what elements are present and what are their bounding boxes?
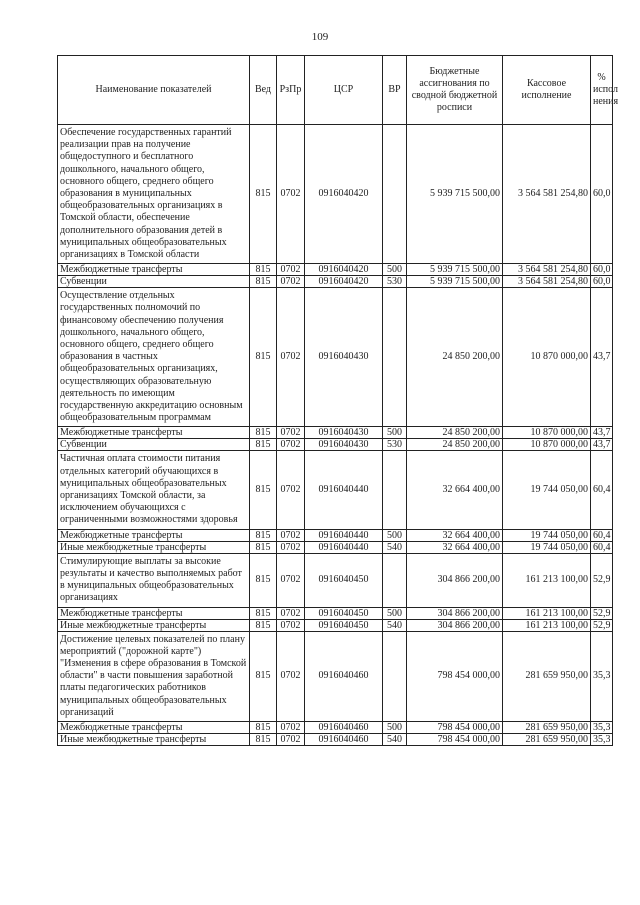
cell-pct: 43,7 [591,427,613,439]
cell-pct: 60,4 [591,529,613,541]
cell-cash: 281 659 950,00 [503,721,591,733]
cell-budget: 32 664 400,00 [407,529,503,541]
cell-csr: 0916040430 [305,439,383,451]
cell-name: Межбюджетные трансферты [58,607,250,619]
cell-cash: 19 744 050,00 [503,541,591,553]
header-budget: Бюджетные ассигнования по сводной бюджетной росписи [407,56,503,125]
header-name: Наименование показателей [58,56,250,125]
cell-budget: 24 850 200,00 [407,288,503,427]
cell-ved: 815 [250,276,277,288]
cell-rzpr: 0702 [277,529,305,541]
cell-name: Межбюджетные трансферты [58,427,250,439]
cell-ved: 815 [250,529,277,541]
cell-cash: 281 659 950,00 [503,733,591,745]
table-row [58,264,613,276]
cell-cash: 3 564 581 254,80 [503,125,591,264]
cell-rzpr: 0702 [277,619,305,631]
table-row [58,439,613,451]
cell-name: Достижение целевых показателей по плану мероприятий ("дорожной карте") "Изменения в сфере образования в Томской области" в части повышения заработной платы педагогических работников муниципальных общеобразовательных организаций [58,631,250,721]
cell-cash: 10 870 000,00 [503,288,591,427]
cell-csr: 0916040420 [305,125,383,264]
cell-csr: 0916040420 [305,264,383,276]
cell-pct: 60,4 [591,541,613,553]
cell-rzpr: 0702 [277,541,305,553]
cell-ved: 815 [250,439,277,451]
header-ved: Вед [250,56,277,125]
cell-pct: 43,7 [591,288,613,427]
table-row [58,541,613,553]
cell-csr: 0916040440 [305,541,383,553]
cell-budget: 798 454 000,00 [407,733,503,745]
cell-budget: 798 454 000,00 [407,721,503,733]
cell-pct: 60,4 [591,451,613,529]
cell-pct: 52,9 [591,619,613,631]
table-row [58,276,613,288]
cell-name: Осуществление отдельных государственных полномочий по финансовому обеспечению получения дошкольного, начального общего, основного общего, среднего общего образования в частных общеобразовательных организациях, осуществляющих образовательную деятельность по имеющим государственную аккредитацию основным общеобразовательным программам [58,288,250,427]
cell-budget: 798 454 000,00 [407,631,503,721]
cell-cash: 3 564 581 254,80 [503,276,591,288]
cell-ved: 815 [250,607,277,619]
cell-vr: 540 [383,733,407,745]
cell-name: Межбюджетные трансферты [58,264,250,276]
cell-rzpr: 0702 [277,288,305,427]
cell-pct: 43,7 [591,439,613,451]
table-row [58,607,613,619]
cell-rzpr: 0702 [277,264,305,276]
cell-name: Субвенции [58,276,250,288]
table-row [58,721,613,733]
cell-pct: 35,3 [591,631,613,721]
cell-csr: 0916040440 [305,451,383,529]
cell-ved: 815 [250,451,277,529]
cell-pct: 60,0 [591,125,613,264]
cell-rzpr: 0702 [277,439,305,451]
cell-rzpr: 0702 [277,631,305,721]
cell-vr: 530 [383,276,407,288]
cell-name: Межбюджетные трансферты [58,721,250,733]
cell-budget: 304 866 200,00 [407,607,503,619]
table-row [58,733,613,745]
cell-ved: 815 [250,427,277,439]
cell-csr: 0916040460 [305,631,383,721]
cell-csr: 0916040450 [305,607,383,619]
cell-budget: 32 664 400,00 [407,451,503,529]
cell-cash: 10 870 000,00 [503,427,591,439]
cell-vr: 540 [383,541,407,553]
cell-csr: 0916040450 [305,619,383,631]
table-row [58,451,613,529]
cell-name: Частичная оплата стоимости питания отдельных категорий обучающихся в муниципальных общеобразовательных организациях Томской области, за исключением обучающихся с ограниченными возможностями здоровья [58,451,250,529]
table-body [58,125,613,746]
cell-vr: 500 [383,264,407,276]
cell-csr: 0916040450 [305,553,383,607]
cell-budget: 304 866 200,00 [407,553,503,607]
cell-budget: 32 664 400,00 [407,541,503,553]
cell-rzpr: 0702 [277,721,305,733]
cell-ved: 815 [250,264,277,276]
cell-rzpr: 0702 [277,427,305,439]
header-cash: Кассовое исполнение [503,56,591,125]
cell-vr: 530 [383,439,407,451]
cell-cash: 19 744 050,00 [503,451,591,529]
header-row [58,56,613,125]
cell-pct: 52,9 [591,553,613,607]
cell-name: Обеспечение государственных гарантий реализации прав на получение общедоступного и бесплатного дошкольного, начального общего, основного общего, среднего общего образования в муниципальных общеобразовательных организациях в Томской области, обеспечение дополнительного образования детей в муниципальных общеобразовательных организациях в Томской области [58,125,250,264]
header-rzpr: РзПр [277,56,305,125]
cell-cash: 161 213 100,00 [503,607,591,619]
cell-name: Иные межбюджетные трансферты [58,619,250,631]
table-row [58,288,613,427]
cell-vr: 500 [383,427,407,439]
cell-budget: 5 939 715 500,00 [407,276,503,288]
cell-cash: 161 213 100,00 [503,619,591,631]
table-row [58,553,613,607]
cell-pct: 35,3 [591,733,613,745]
cell-ved: 815 [250,631,277,721]
cell-pct: 60,0 [591,276,613,288]
cell-vr [383,125,407,264]
cell-pct: 35,3 [591,721,613,733]
cell-pct: 52,9 [591,607,613,619]
cell-budget: 24 850 200,00 [407,439,503,451]
cell-rzpr: 0702 [277,733,305,745]
cell-ved: 815 [250,541,277,553]
cell-rzpr: 0702 [277,607,305,619]
cell-vr: 500 [383,529,407,541]
cell-ved: 815 [250,733,277,745]
table-row [58,427,613,439]
cell-cash: 3 564 581 254,80 [503,264,591,276]
cell-ved: 815 [250,125,277,264]
table-row [58,529,613,541]
cell-csr: 0916040430 [305,288,383,427]
cell-name: Стимулирующие выплаты за высокие результаты и качество выполняемых работ в муниципальных общеобразовательных организациях [58,553,250,607]
cell-ved: 815 [250,553,277,607]
cell-rzpr: 0702 [277,553,305,607]
cell-vr [383,553,407,607]
cell-pct: 60,0 [591,264,613,276]
cell-vr: 500 [383,607,407,619]
cell-csr: 0916040420 [305,276,383,288]
cell-budget: 5 939 715 500,00 [407,264,503,276]
cell-csr: 0916040460 [305,721,383,733]
table-row [58,125,613,264]
cell-cash: 281 659 950,00 [503,631,591,721]
cell-ved: 815 [250,721,277,733]
cell-vr: 540 [383,619,407,631]
cell-vr [383,631,407,721]
cell-csr: 0916040460 [305,733,383,745]
cell-ved: 815 [250,288,277,427]
cell-rzpr: 0702 [277,451,305,529]
cell-vr [383,288,407,427]
cell-vr [383,451,407,529]
cell-name: Иные межбюджетные трансферты [58,541,250,553]
cell-cash: 161 213 100,00 [503,553,591,607]
page-number: 109 [311,31,329,43]
header-vr: ВР [383,56,407,125]
budget-table [57,55,619,746]
cell-name: Межбюджетные трансферты [58,529,250,541]
cell-csr: 0916040430 [305,427,383,439]
cell-vr: 500 [383,721,407,733]
cell-cash: 19 744 050,00 [503,529,591,541]
cell-cash: 10 870 000,00 [503,439,591,451]
table-row [58,631,613,721]
header-pct: % испол нения [591,56,613,125]
cell-rzpr: 0702 [277,125,305,264]
cell-budget: 5 939 715 500,00 [407,125,503,264]
table-row [58,619,613,631]
cell-rzpr: 0702 [277,276,305,288]
cell-ved: 815 [250,619,277,631]
cell-csr: 0916040440 [305,529,383,541]
cell-budget: 24 850 200,00 [407,427,503,439]
header-csr: ЦСР [305,56,383,125]
cell-name: Иные межбюджетные трансферты [58,733,250,745]
cell-budget: 304 866 200,00 [407,619,503,631]
cell-name: Субвенции [58,439,250,451]
